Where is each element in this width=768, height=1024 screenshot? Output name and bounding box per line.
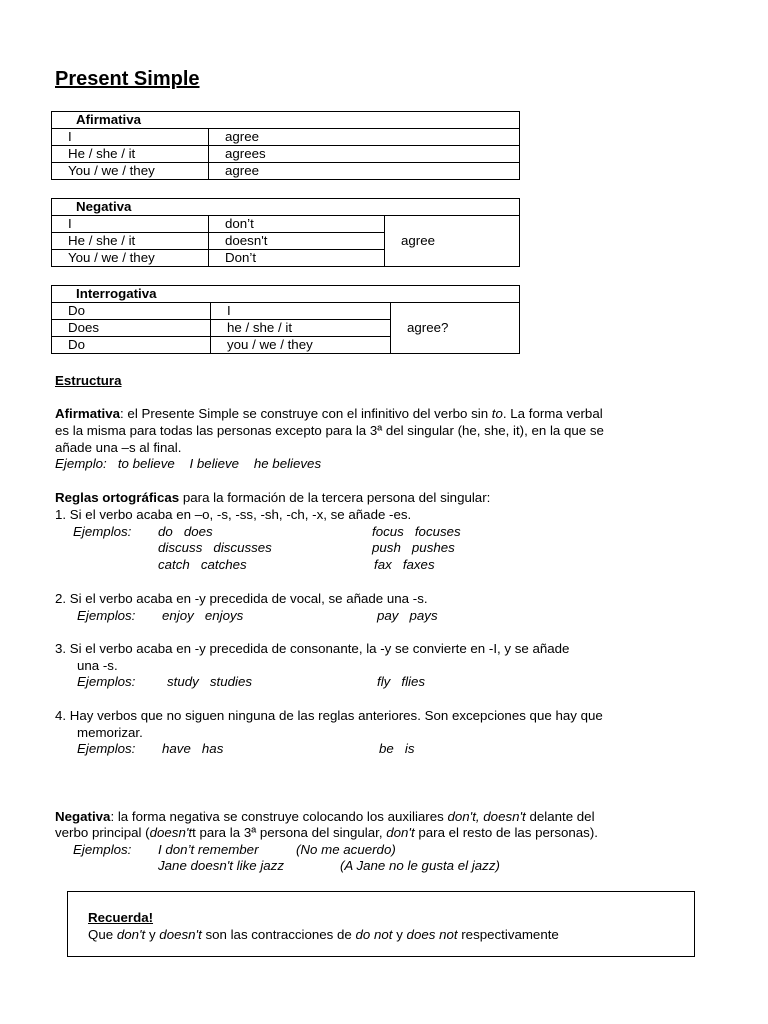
aux-cell: Don’t [209,250,385,267]
example-item: study studies [167,674,252,689]
text: : la forma negativa se construye colocando los auxiliares [110,809,448,824]
negativa-label: Negativa [55,809,111,824]
subject-cell: I [211,303,391,320]
text: doesn't [159,927,202,942]
aux-cell: don’t [209,216,385,233]
examples-label: Ejemplos: [77,608,136,623]
table-row [52,129,520,146]
aux-cell: Do [52,303,211,320]
text: don't [116,927,146,942]
negativa-header: Negativa [52,199,520,216]
example-item: enjoy enjoys [162,608,244,623]
reglas-intro [55,490,490,506]
text: don't, doesn't [447,809,526,824]
verb-cell: agree? [391,303,520,354]
regla-4-line2: memorizar. [77,725,143,740]
reglas-label: Reglas ortográficas [55,490,180,505]
text: respectivamente [457,927,559,942]
aux-cell: Do [52,337,211,354]
verb-cell: agree [209,129,520,146]
aux-cell: Does [52,320,211,337]
regla-1: 1. Si el verbo acaba en –o, -s, -ss, -sh, -ch, -x, se añade -es. [55,507,412,522]
afirmativa-paragraph-line3: añade una –s al final. [55,440,182,455]
examples-label: Ejemplos: [77,674,136,689]
text: Que [88,927,117,942]
subject-cell: He / she / it [52,146,209,163]
example-item: Jane doesn't like jazz [158,858,284,873]
regla-4-line1: 4. Hay verbos que no siguen ninguna de las reglas anteriores. Son excepciones que hay que [55,708,603,723]
table-row [52,146,520,163]
subject-cell: you / we / they [211,337,391,354]
regla-3-line1: 3. Si el verbo acaba en -y precedida de consonante, la -y se convierte en -I, y se añade [55,641,570,656]
page-title: Present Simple [55,68,200,90]
negativa-paragraph-line1 [55,809,595,825]
subject-cell: He / she / it [52,233,209,250]
example-item: (No me acuerdo) [296,842,396,857]
negativa-paragraph-line2 [55,825,598,841]
verb-cell: agree [209,163,520,180]
examples-label: Ejemplos: [73,524,132,539]
text: para la formación de la tercera persona del singular: [179,490,491,505]
afirmativa-example: Ejemplo: to believe I believe he believes [55,456,322,471]
text: don't [386,825,415,840]
text: do not [355,927,393,942]
text: : el Presente Simple se construye con el infinitivo del verbo sin [120,406,492,421]
examples-label: Ejemplos: [77,741,136,756]
estructura-heading: Estructura [55,373,122,388]
example-item: push pushes [372,540,455,555]
afirmativa-label: Afirmativa [55,406,121,421]
table-row [52,216,520,233]
subject-cell: I [52,129,209,146]
text: verbo principal ( [55,825,150,840]
table-row [52,163,520,180]
verb-cell: agree [385,216,520,267]
regla-2: 2. Si el verbo acaba en -y precedida de vocal, se añade una -s. [55,591,428,606]
subject-cell: he / she / it [211,320,391,337]
text: y [145,927,160,942]
table-row [52,303,520,320]
example-item: I don’t remember [158,842,259,857]
afirmativa-paragraph-line1 [55,406,603,422]
text: to [491,406,503,421]
interrogativa-table [51,285,520,354]
interrogativa-header: Interrogativa [52,286,520,303]
example-item: catch catches [158,557,247,572]
text: para el resto de las personas). [414,825,598,840]
afirmativa-paragraph-line2: es la misma para todas las personas excepto para la 3ª del singular (he, she, it), en la que se [55,423,604,438]
example-item: pay pays [377,608,438,623]
recuerda-box [67,891,695,957]
aux-cell: doesn't [209,233,385,250]
subject-cell: I [52,216,209,233]
negativa-table [51,198,520,267]
text: delante del [525,809,595,824]
afirmativa-header: Afirmativa [52,112,520,129]
verb-cell: agrees [209,146,520,163]
recuerda-title: Recuerda! [88,910,154,925]
afirmativa-table [51,111,520,180]
example-item: (A Jane no le gusta el jazz) [340,858,500,873]
text: does not [406,927,458,942]
text: son las contracciones de [201,927,356,942]
subject-cell: You / we / they [52,163,209,180]
text: . La forma verbal [502,406,603,421]
text: t para la 3ª persona del singular, [192,825,387,840]
recuerda-text [88,927,559,943]
example-item: have has [162,741,224,756]
text: y [392,927,407,942]
subject-cell: You / we / they [52,250,209,267]
examples-label: Ejemplos: [73,842,132,857]
regla-3-line2: una -s. [77,658,118,673]
example-item: fax faxes [374,557,435,572]
example-item: focus focuses [372,524,461,539]
example-item: fly flies [377,674,426,689]
example-item: be is [379,741,415,756]
example-item: do does [158,524,213,539]
text: doesn't [149,825,193,840]
example-item: discuss discusses [158,540,272,555]
